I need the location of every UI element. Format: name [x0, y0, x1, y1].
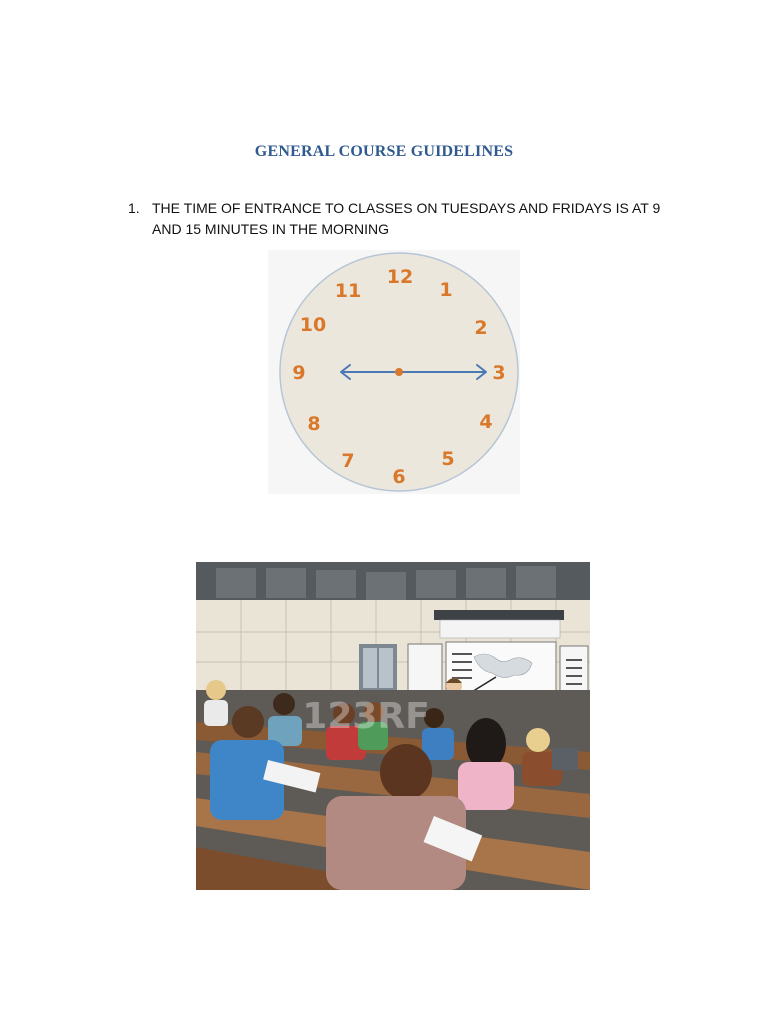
clock-number-12: 12 [386, 266, 414, 288]
guideline-number: 1. [128, 200, 140, 216]
clock-number-4: 4 [479, 411, 493, 433]
clock-number-11: 11 [334, 280, 362, 302]
classroom-illustration [196, 562, 590, 890]
guideline-item-1 [128, 198, 688, 240]
clock-number-8: 8 [307, 413, 321, 435]
page-title: GENERAL COURSE GUIDELINES [254, 143, 514, 160]
clock-number-6: 6 [392, 466, 406, 488]
clock-number-5: 5 [441, 448, 455, 470]
clock-number-10: 10 [299, 314, 327, 336]
clock-number-9: 9 [292, 362, 306, 384]
clock-number-2: 2 [474, 317, 488, 339]
illustration-watermark: 123RF [302, 696, 430, 737]
clock-number-7: 7 [341, 450, 355, 472]
guideline-text: THE TIME OF ENTRANCE TO CLASSES ON TUESDAYS AND FRIDAYS IS AT 9 AND 15 MINUTES IN THE MORNING [152, 200, 661, 237]
clock-illustration [268, 250, 520, 494]
clock-center [395, 368, 403, 376]
clock-number-1: 1 [439, 279, 453, 301]
clock-number-3: 3 [492, 362, 506, 384]
